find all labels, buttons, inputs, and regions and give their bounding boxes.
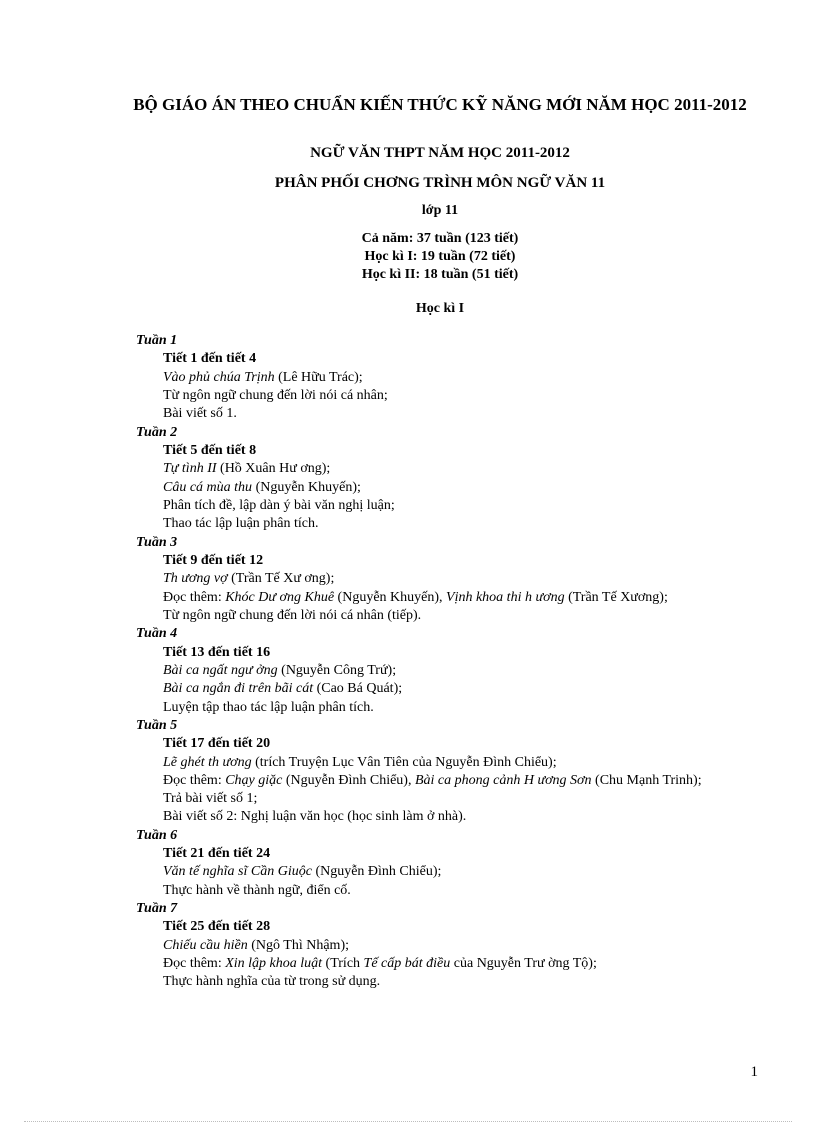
lesson-author: (Nguyễn Đình Chiểu); bbox=[311, 864, 442, 880]
week-heading: Tuần 5 bbox=[136, 717, 178, 733]
subject-heading: NGỮ VĂN THPT NĂM HỌC 2011-2012 bbox=[310, 145, 570, 161]
lesson-line bbox=[136, 589, 756, 607]
lesson-author: (Lê Hữu Trác); bbox=[274, 369, 363, 385]
curriculum-heading: PHÂN PHỐI CHƠNG TRÌNH MÔN NGỮ VĂN 11 bbox=[274, 175, 606, 191]
lesson-author: (Chu Mạnh Trinh); bbox=[591, 772, 702, 788]
work-title: Chạy giặc bbox=[225, 772, 283, 788]
lesson-line bbox=[136, 680, 756, 698]
work-title: Xin lập khoa luật bbox=[225, 956, 323, 971]
time-allocation bbox=[120, 230, 760, 284]
stat-term-2: Học kì II: 18 tuần (51 tiết) bbox=[361, 267, 519, 282]
lesson-line bbox=[136, 863, 756, 881]
work-title: Bài ca phong cảnh H ương Sơn bbox=[414, 772, 592, 788]
stat-year: Cả năm: 37 tuần (123 tiết) bbox=[361, 231, 519, 246]
lesson-author: của Nguyễn Trư ờng Tộ); bbox=[450, 956, 597, 971]
lesson-author: (Nguyễn Đình Chiểu), bbox=[282, 772, 415, 788]
page-edge-divider bbox=[24, 1121, 792, 1122]
period-range: Tiết 13 đến tiết 16 bbox=[163, 644, 271, 660]
lesson-line bbox=[136, 772, 756, 790]
lesson-line bbox=[136, 479, 756, 497]
lesson-line: Từ ngôn ngữ chung đến lời nói cá nhân; bbox=[163, 388, 388, 404]
lesson-author: (Nguyễn Công Trứ); bbox=[277, 662, 397, 678]
period-range: Tiết 1 đến tiết 4 bbox=[163, 351, 257, 367]
lesson-author: (Trần Tế Xư ơng); bbox=[227, 571, 335, 587]
lesson-author: (Cao Bá Quát); bbox=[313, 681, 403, 697]
week-heading: Tuần 4 bbox=[136, 626, 178, 642]
period-range: Tiết 25 đến tiết 28 bbox=[163, 919, 271, 935]
lesson-line bbox=[136, 662, 756, 680]
lesson-line: Thao tác lập luận phân tích. bbox=[163, 516, 319, 532]
lesson-line: Phân tích đề, lập dàn ý bài văn nghị luận; bbox=[163, 498, 395, 514]
document-title: BỘ GIÁO ÁN THEO CHUẨN KIẾN THỨC KỸ NĂNG MỚI NĂM HỌC 2011-2012 bbox=[133, 95, 747, 114]
weekly-schedule bbox=[136, 332, 756, 992]
work-title: Văn tế nghĩa sĩ Cần Giuộc bbox=[163, 864, 312, 880]
lesson-prefix: Đọc thêm: bbox=[163, 589, 226, 605]
lesson-line: Bài viết số 1. bbox=[163, 406, 237, 422]
week-heading: Tuần 1 bbox=[136, 333, 178, 348]
week-heading: Tuần 2 bbox=[136, 424, 178, 440]
lesson-author: (Trần Tế Xương); bbox=[564, 589, 668, 605]
lesson-line bbox=[136, 955, 756, 973]
work-title: Vào phủ chúa Trịnh bbox=[163, 369, 275, 385]
term-heading: Học kì I bbox=[415, 301, 465, 316]
period-range: Tiết 9 đến tiết 12 bbox=[163, 553, 264, 569]
work-title: Bài ca ngắn đi trên bãi cát bbox=[163, 681, 314, 697]
lesson-text: (Trích bbox=[322, 956, 364, 971]
lesson-line: Từ ngôn ngữ chung đến lời nói cá nhân (tiếp). bbox=[163, 607, 422, 623]
lesson-author: (Ngô Thì Nhậm); bbox=[247, 937, 349, 953]
work-title: Tế cấp bát điều bbox=[363, 956, 451, 971]
work-title: Th ương vợ bbox=[163, 571, 228, 587]
lesson-line: Trả bài viết số 1; bbox=[163, 790, 258, 806]
lesson-line bbox=[136, 460, 756, 478]
page-number: 1 bbox=[750, 1064, 758, 1080]
lesson-line bbox=[136, 754, 756, 772]
period-range: Tiết 5 đến tiết 8 bbox=[163, 443, 257, 459]
grade-label: lớp 11 bbox=[421, 203, 459, 218]
work-title: Chiếu cầu hiền bbox=[163, 937, 248, 953]
period-range: Tiết 17 đến tiết 20 bbox=[163, 736, 271, 752]
work-title: Bài ca ngất ngư ởng bbox=[163, 662, 278, 678]
lesson-line bbox=[136, 937, 756, 955]
lesson-prefix: Đọc thêm: bbox=[163, 772, 226, 788]
lesson-prefix: Đọc thêm: bbox=[163, 956, 226, 971]
lesson-author: (Nguyễn Khuyến), bbox=[334, 589, 447, 605]
lesson-line: Thực hành về thành ngữ, điển cố. bbox=[163, 882, 351, 898]
lesson-line: Luyện tập thao tác lập luận phân tích. bbox=[163, 699, 374, 715]
lesson-author: (trích Truyện Lục Vân Tiên của Nguyễn Đình Chiểu); bbox=[251, 754, 557, 770]
lesson-author: (Hồ Xuân Hư ơng); bbox=[216, 461, 331, 477]
work-title: Tự tình II bbox=[163, 461, 217, 477]
lesson-line bbox=[136, 369, 756, 387]
lesson-line: Bài viết số 2: Nghị luận văn học (học sinh làm ở nhà). bbox=[163, 809, 467, 825]
week-heading: Tuần 3 bbox=[136, 534, 178, 550]
work-title: Khóc Dư ơng Khuê bbox=[225, 589, 335, 605]
lesson-line: Thực hành nghĩa của từ trong sử dụng. bbox=[163, 974, 381, 990]
week-heading: Tuần 7 bbox=[136, 900, 178, 916]
work-title: Câu cá mùa thu bbox=[163, 479, 253, 495]
work-title: Vịnh khoa thi h ương bbox=[446, 589, 565, 605]
stat-term-1: Học kì I: 19 tuần (72 tiết) bbox=[364, 249, 516, 264]
work-title: Lẽ ghét th ương bbox=[163, 754, 252, 770]
period-range: Tiết 21 đến tiết 24 bbox=[163, 845, 271, 861]
lesson-line bbox=[136, 570, 756, 588]
week-heading: Tuần 6 bbox=[136, 827, 178, 843]
lesson-author: (Nguyễn Khuyến); bbox=[252, 479, 361, 495]
